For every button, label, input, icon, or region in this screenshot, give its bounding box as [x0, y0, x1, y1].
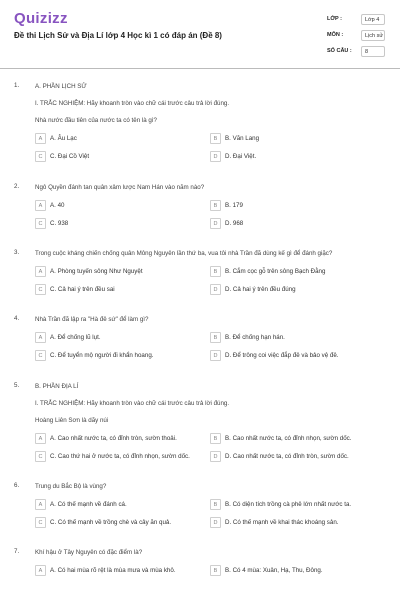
answer-option-b[interactable] — [210, 499, 385, 510]
answer-option-a[interactable] — [35, 499, 210, 510]
option-text: A. 40 — [50, 202, 65, 209]
answer-option-c[interactable] — [35, 350, 210, 361]
option-text: C. 938 — [50, 220, 69, 227]
worksheet-title: Đề thi Lịch Sử và Địa Lí lớp 4 Học kì 1 có đáp án (Đề 8) — [14, 31, 222, 40]
answer-option-a[interactable] — [35, 565, 210, 576]
option-letter-box: D — [210, 451, 221, 462]
option-text: D. 968 — [225, 220, 244, 227]
answer-option-d[interactable] — [210, 284, 385, 295]
option-letter-box: B — [210, 266, 221, 277]
option-letter-box: A — [35, 499, 46, 510]
question-text: Nhà Trần đã lập ra "Hà đê sứ" để làm gì? — [35, 316, 149, 323]
question-text: Hoàng Liên Sơn là dãy núi — [35, 417, 109, 424]
option-text: C. Cả hai ý trên đều sai — [50, 286, 115, 293]
question-number: 3. — [14, 249, 20, 256]
answer-option-b[interactable] — [210, 565, 385, 576]
question-list — [0, 68, 400, 600]
quizizz-logo: Quizizz — [14, 10, 68, 27]
option-text: D. Cao nhất nước ta, có đỉnh tròn, sườn dốc. — [225, 453, 349, 460]
option-text: D. Có thế mạnh về khai thác khoáng sản. — [225, 519, 339, 526]
option-letter-box: D — [210, 151, 221, 162]
question-text: Ngô Quyền đánh tan quân xâm lược Nam Hán vào năm nào? — [35, 184, 205, 191]
instruction-text: I. TRẮC NGHIỆM: Hãy khoanh tròn vào chữ cái trước câu trả lời đúng. — [35, 400, 230, 407]
answer-options — [35, 565, 385, 583]
answer-options — [35, 433, 385, 469]
section-heading: B. PHẦN ĐỊA LÍ — [35, 383, 79, 390]
question-count-label: SỐ CÂU : — [327, 48, 352, 54]
answer-option-a[interactable] — [35, 433, 210, 444]
option-letter-box: D — [210, 350, 221, 361]
question-count-value: 8 — [361, 46, 385, 57]
answer-option-d[interactable] — [210, 218, 385, 229]
answer-options — [35, 332, 385, 368]
answer-option-d[interactable] — [210, 517, 385, 528]
question-number: 6. — [14, 482, 20, 489]
grade-value: Lớp 4 — [361, 14, 385, 25]
question-number: 1. — [14, 82, 20, 89]
option-text: C. Đại Cồ Việt — [50, 153, 90, 160]
question-number: 4. — [14, 315, 20, 322]
option-letter-box: D — [210, 218, 221, 229]
option-text: B. Có diện tích trồng cà phê lớn nhất nước ta. — [225, 501, 352, 508]
question-text: Khí hậu ở Tây Nguyên có đặc điểm là? — [35, 549, 143, 556]
option-letter-box: C — [35, 350, 46, 361]
subject-label: MÔN : — [327, 32, 344, 38]
answer-option-d[interactable] — [210, 451, 385, 462]
option-text: D. Để trông coi việc đắp đê và bảo vệ đê. — [225, 352, 339, 359]
question-number: 2. — [14, 183, 20, 190]
option-letter-box: B — [210, 565, 221, 576]
answer-option-b[interactable] — [210, 200, 385, 211]
option-letter-box: B — [210, 133, 221, 144]
answer-options — [35, 499, 385, 535]
answer-option-d[interactable] — [210, 350, 385, 361]
question-text: Trung du Bắc Bộ là vùng? — [35, 483, 107, 490]
question-text: Nhà nước đầu tiên của nước ta có tên là gì? — [35, 117, 158, 124]
answer-option-c[interactable] — [35, 218, 210, 229]
question-5 — [0, 382, 400, 469]
option-letter-box: C — [35, 218, 46, 229]
answer-option-c[interactable] — [35, 451, 210, 462]
question-6 — [0, 482, 400, 535]
option-letter-box: B — [210, 200, 221, 211]
option-letter-box: A — [35, 332, 46, 343]
option-text: A. Phòng tuyến sông Như Nguyệt — [50, 268, 143, 275]
option-letter-box: C — [35, 284, 46, 295]
option-letter-box: C — [35, 151, 46, 162]
option-text: B. Cao nhất nước ta, có đỉnh nhọn, sườn dốc. — [225, 435, 352, 442]
grade-label: LỚP : — [327, 16, 342, 22]
answer-option-d[interactable] — [210, 151, 385, 162]
answer-options — [35, 200, 385, 236]
option-letter-box: B — [210, 332, 221, 343]
option-letter-box: B — [210, 499, 221, 510]
option-text: C. Để tuyển mộ người đi khẩn hoang. — [50, 352, 154, 359]
answer-option-a[interactable] — [35, 332, 210, 343]
option-text: A. Để chống lũ lụt. — [50, 334, 101, 341]
option-text: C. Cao thứ hai ở nước ta, có đỉnh nhọn, sườn dốc. — [50, 453, 190, 460]
option-letter-box: D — [210, 517, 221, 528]
answer-option-b[interactable] — [210, 433, 385, 444]
option-text: B. Có 4 mùa: Xuân, Hạ, Thu, Đông. — [225, 567, 323, 574]
answer-option-c[interactable] — [35, 284, 210, 295]
option-text: A. Có hai mùa rõ rệt là mùa mưa và mùa khô. — [50, 567, 176, 574]
answer-option-a[interactable] — [35, 200, 210, 211]
option-letter-box: C — [35, 451, 46, 462]
option-text: D. Đại Việt. — [225, 153, 257, 160]
option-letter-box: D — [210, 284, 221, 295]
answer-option-c[interactable] — [35, 517, 210, 528]
option-text: A. Âu Lạc — [50, 135, 77, 142]
question-text: Trong cuộc kháng chiến chống quân Mông Nguyên lần thứ ba, vua tôi nhà Trần đã dùng kế gì để đánh giặc? — [35, 250, 333, 257]
option-letter-box: A — [35, 133, 46, 144]
answer-option-a[interactable] — [35, 266, 210, 277]
option-text: B. 179 — [225, 202, 243, 209]
option-text: B. Văn Lang — [225, 135, 260, 142]
instruction-text: I. TRẮC NGHIỆM: Hãy khoanh tròn vào chữ cái trước câu trả lời đúng. — [35, 100, 230, 107]
subject-value: Lịch sử — [361, 30, 385, 41]
question-3 — [0, 249, 400, 302]
question-number: 5. — [14, 382, 20, 389]
question-1 — [0, 82, 400, 169]
answer-option-b[interactable] — [210, 266, 385, 277]
option-letter-box: B — [210, 433, 221, 444]
answer-option-b[interactable] — [210, 133, 385, 144]
answer-options — [35, 266, 385, 302]
option-text: B. Cắm cọc gỗ trên sông Bạch Đằng — [225, 268, 326, 275]
option-text: C. Có thế mạnh về trồng chè và cây ăn quả. — [50, 519, 172, 526]
question-2 — [0, 183, 400, 236]
answer-options — [35, 133, 385, 169]
question-number: 7. — [14, 548, 20, 555]
option-letter-box: A — [35, 565, 46, 576]
option-letter-box: A — [35, 433, 46, 444]
answer-option-b[interactable] — [210, 332, 385, 343]
answer-option-a[interactable] — [35, 133, 210, 144]
worksheet-header — [0, 0, 400, 69]
option-text: A. Có thế mạnh về đánh cá. — [50, 501, 127, 508]
question-4 — [0, 315, 400, 368]
option-letter-box: A — [35, 200, 46, 211]
option-text: A. Cao nhất nước ta, có đỉnh tròn, sườn thoải. — [50, 435, 177, 442]
option-letter-box: A — [35, 266, 46, 277]
answer-option-c[interactable] — [35, 151, 210, 162]
option-text: D. Cả hai ý trên đều đúng — [225, 286, 296, 293]
section-heading: A. PHẦN LỊCH SỬ — [35, 83, 87, 90]
option-text: B. Để chống hạn hán. — [225, 334, 285, 341]
option-letter-box: C — [35, 517, 46, 528]
question-7 — [0, 548, 400, 583]
